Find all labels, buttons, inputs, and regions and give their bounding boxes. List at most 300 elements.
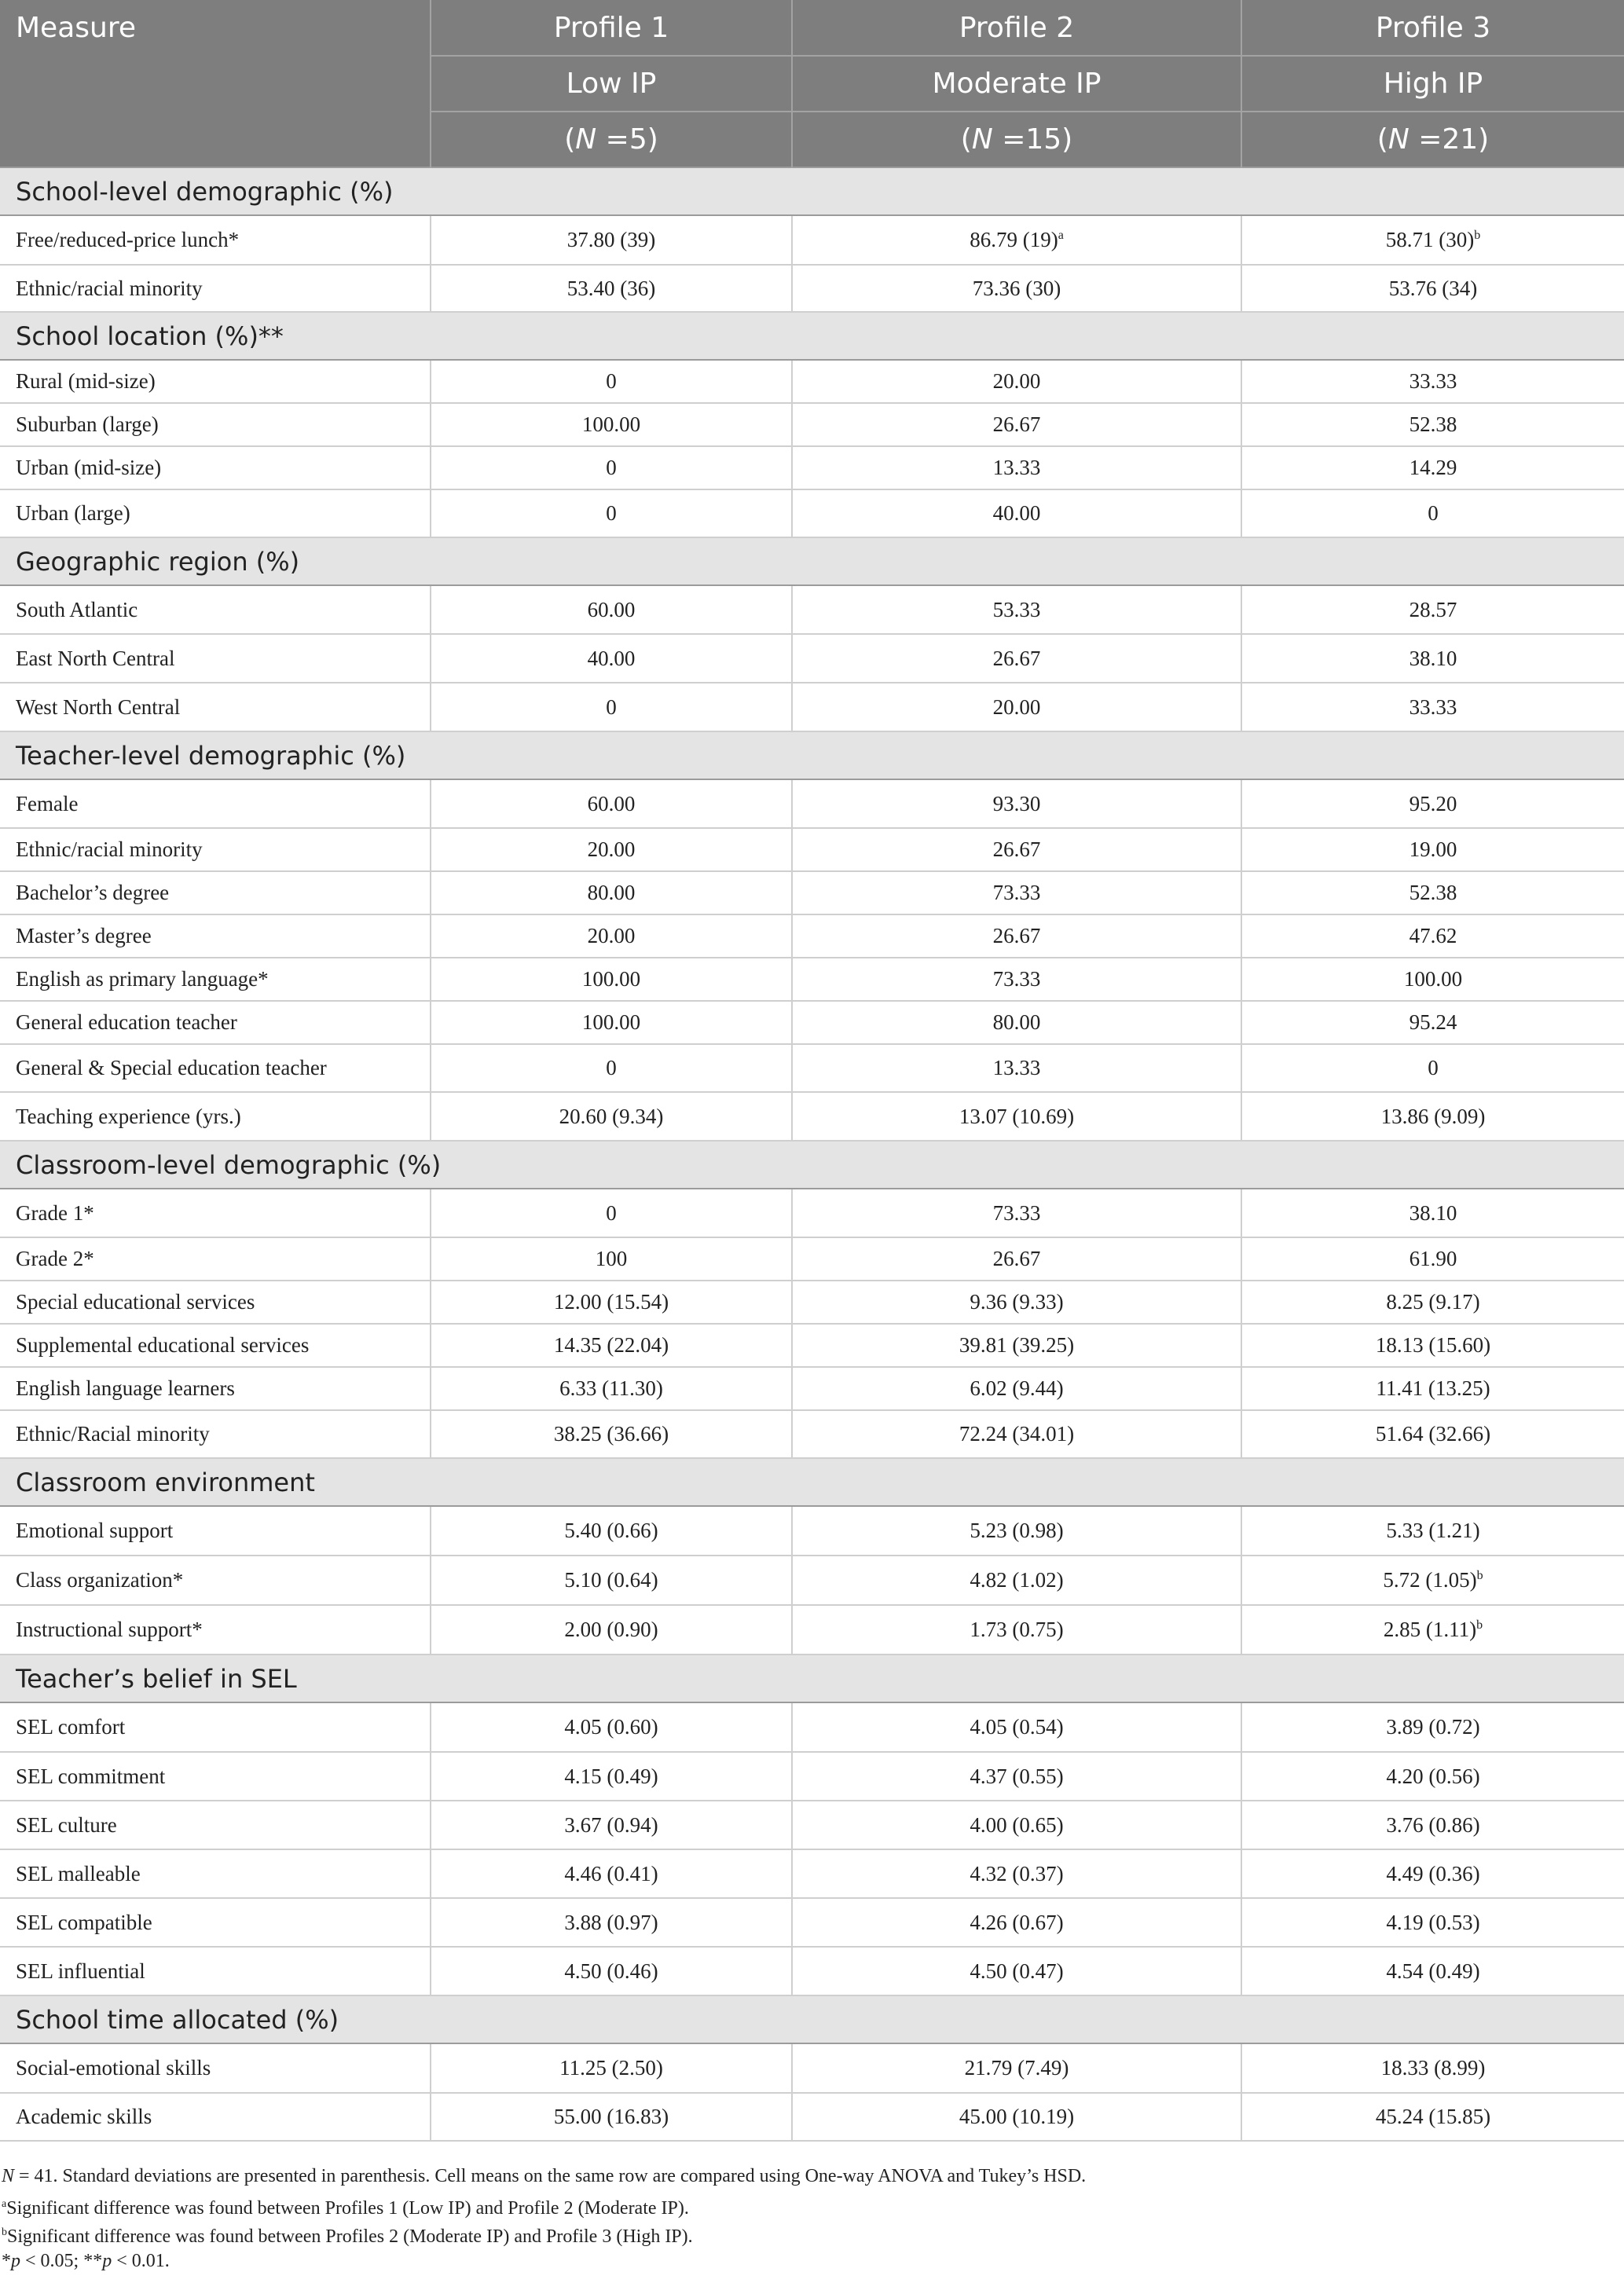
profile-2-value <box>792 1324 1241 1367</box>
cell-value: 40.00 <box>992 501 1041 525</box>
profile-3-value <box>1241 1801 1624 1849</box>
cell-value: 0 <box>606 369 617 393</box>
cell-value: 13.07 (10.69) <box>959 1104 1075 1128</box>
row-label: SEL malleable <box>0 1849 431 1898</box>
table-row <box>0 2093 1624 2141</box>
table-body <box>0 167 1624 2141</box>
section-header-row <box>0 167 1624 215</box>
section-title: Geographic region (%) <box>0 537 1624 585</box>
cell-value: 5.72 (1.05) <box>1383 1568 1477 1592</box>
profile-1-n: (N =5) <box>431 112 792 167</box>
cell-value: 3.67 (0.94) <box>564 1812 658 1837</box>
cell-value: 26.67 <box>992 1247 1041 1270</box>
cell-value: 5.33 (1.21) <box>1386 1519 1480 1542</box>
profile-3-value <box>1241 1556 1624 1605</box>
profile-1-value <box>431 683 792 731</box>
header-row-profiles <box>0 0 1624 56</box>
cell-value: 2.00 (0.90) <box>564 1618 658 1641</box>
profile-3-n: (N =21) <box>1241 112 1624 167</box>
section-header-row <box>0 312 1624 360</box>
cell-value: 51.64 (32.66) <box>1375 1422 1491 1446</box>
profile-2-value <box>792 403 1241 446</box>
profile-3-value <box>1241 1849 1624 1898</box>
cell-value: 3.89 (0.72) <box>1386 1715 1480 1739</box>
cell-value: 4.19 (0.53) <box>1386 1910 1480 1934</box>
table-row <box>0 585 1624 634</box>
cell-value: 33.33 <box>1409 694 1457 719</box>
cell-value: 11.25 (2.50) <box>559 2056 663 2080</box>
table-row <box>0 1324 1624 1367</box>
cell-value: 14.35 (22.04) <box>553 1333 669 1357</box>
section-header-row <box>0 1458 1624 1506</box>
profile-3-value <box>1241 779 1624 828</box>
row-label: Urban (mid-size) <box>0 446 431 489</box>
profile-2-value <box>792 1367 1241 1410</box>
profile-3-value <box>1241 360 1624 403</box>
profile-2-level: Moderate IP <box>792 56 1241 112</box>
cell-value: 21.79 (7.49) <box>964 2056 1069 2080</box>
profile-1-value <box>431 1237 792 1281</box>
profile-1-value <box>431 403 792 446</box>
profile-1-value <box>431 958 792 1001</box>
section-title: Teacher’s belief in SEL <box>0 1655 1624 1702</box>
cell-value: 4.00 (0.65) <box>970 1812 1064 1837</box>
cell-value: 14.29 <box>1409 456 1457 479</box>
profile-1-value <box>431 360 792 403</box>
row-label: Academic skills <box>0 2093 431 2141</box>
footnote-p: *p < 0.05; **p < 0.01. <box>2 2251 170 2271</box>
cell-value: 73.36 (30) <box>972 276 1061 300</box>
profile-1-value <box>431 1092 792 1141</box>
cell-value: 100.00 <box>581 967 641 991</box>
cell-value: 6.02 (9.44) <box>970 1376 1064 1400</box>
cell-value: 4.32 (0.37) <box>970 1861 1064 1885</box>
profile-2-value <box>792 683 1241 731</box>
table-row <box>0 1702 1624 1752</box>
cell-value: 19.00 <box>1409 837 1457 861</box>
profile-3-value <box>1241 958 1624 1001</box>
profile-2-value <box>792 1702 1241 1752</box>
cell-value: 100.00 <box>581 1010 641 1034</box>
cell-value: 55.00 (16.83) <box>553 2105 669 2128</box>
table-row <box>0 2043 1624 2093</box>
cell-value: 0 <box>606 1056 617 1079</box>
cell-value: 38.25 (36.66) <box>553 1422 669 1446</box>
profile-2-value <box>792 1801 1241 1849</box>
profile-3-value <box>1241 1898 1624 1947</box>
profile-2-value <box>792 958 1241 1001</box>
row-label: Ethnic/racial minority <box>0 265 431 312</box>
profile-2-value <box>792 779 1241 828</box>
row-label: Special educational services <box>0 1281 431 1324</box>
profile-3-value <box>1241 2093 1624 2141</box>
cell-value: 4.05 (0.54) <box>970 1715 1064 1739</box>
table-row <box>0 914 1624 958</box>
cell-value: 86.79 (19) <box>970 228 1058 251</box>
table-row <box>0 1947 1624 1995</box>
profile-1-value <box>431 779 792 828</box>
profile-3-value <box>1241 1506 1624 1556</box>
row-label: Rural (mid-size) <box>0 360 431 403</box>
profile-2-value <box>792 1092 1241 1141</box>
row-label: SEL influential <box>0 1947 431 1995</box>
cell-value: 39.81 (39.25) <box>959 1333 1075 1357</box>
table-row <box>0 1281 1624 1324</box>
profile-1-value <box>431 2043 792 2093</box>
profile-2-value <box>792 914 1241 958</box>
profile-3-value <box>1241 1702 1624 1752</box>
profile-1-value <box>431 1702 792 1752</box>
cell-value: 20.00 <box>587 924 636 947</box>
profile-1-value <box>431 265 792 312</box>
profile-1-value <box>431 585 792 634</box>
profile-3-value <box>1241 683 1624 731</box>
table-row <box>0 1752 1624 1801</box>
cell-value: 18.33 (8.99) <box>1380 2056 1486 2080</box>
table-row <box>0 1801 1624 1849</box>
profile-1-value <box>431 1410 792 1458</box>
cell-value: 5.23 (0.98) <box>970 1519 1064 1542</box>
profile-1-value <box>431 1556 792 1605</box>
significance-marker: b <box>1474 229 1481 242</box>
profile-3-value <box>1241 1189 1624 1237</box>
row-label: Grade 1* <box>0 1189 431 1237</box>
row-label: Master’s degree <box>0 914 431 958</box>
cell-value: 53.40 (36) <box>566 276 656 300</box>
cell-value: 11.41 (13.25) <box>1376 1376 1490 1400</box>
table-footnotes <box>0 2162 1624 2275</box>
significance-marker: b <box>1476 1618 1483 1632</box>
footnote-a: $^a$Significant difference was found between Profiles 1 (Low IP) and Profile 2 (Moderate IP). <box>2 2198 689 2219</box>
profile-2-value <box>792 1044 1241 1092</box>
row-label: SEL commitment <box>0 1752 431 1801</box>
section-title: Classroom environment <box>0 1458 1624 1506</box>
section-header-row <box>0 1655 1624 1702</box>
profile-1-value <box>431 446 792 489</box>
profile-2-value <box>792 1281 1241 1324</box>
profile-3-value <box>1241 828 1624 871</box>
cell-value: 80.00 <box>992 1010 1041 1034</box>
row-label: Social-emotional skills <box>0 2043 431 2093</box>
measure-header: Measure <box>0 0 431 167</box>
cell-value: 9.36 (9.33) <box>970 1290 1064 1314</box>
profile-1-value <box>431 215 792 265</box>
profile-3-value <box>1241 871 1624 914</box>
significance-marker: a <box>1058 229 1064 242</box>
cell-value: 60.00 <box>587 597 636 621</box>
cell-value: 4.50 (0.46) <box>564 1959 658 1983</box>
cell-value: 20.00 <box>587 837 636 861</box>
profile-3-header: Profile 3 <box>1241 0 1624 56</box>
profile-2-value <box>792 585 1241 634</box>
cell-value: 18.13 (15.60) <box>1375 1333 1491 1357</box>
profile-1-value <box>431 1801 792 1849</box>
profile-3-value <box>1241 634 1624 683</box>
section-title: School-level demographic (%) <box>0 167 1624 215</box>
profile-3-value <box>1241 265 1624 312</box>
cell-value: 26.67 <box>992 837 1041 861</box>
profile-2-value <box>792 1849 1241 1898</box>
profile-1-level: Low IP <box>431 56 792 112</box>
profile-2-value <box>792 2093 1241 2141</box>
table-row <box>0 1556 1624 1605</box>
table-row <box>0 871 1624 914</box>
table-row <box>0 403 1624 446</box>
cell-value: 53.33 <box>992 597 1041 621</box>
cell-value: 2.85 (1.11) <box>1383 1618 1477 1641</box>
table-row <box>0 1237 1624 1281</box>
row-label: SEL comfort <box>0 1702 431 1752</box>
cell-value: 53.76 (34) <box>1388 276 1478 300</box>
cell-value: 20.00 <box>992 694 1041 719</box>
profile-1-value <box>431 1605 792 1655</box>
table-row <box>0 489 1624 537</box>
table-row <box>0 634 1624 683</box>
cell-value: 4.50 (0.47) <box>970 1959 1064 1983</box>
profile-2-value <box>792 1947 1241 1995</box>
significance-marker: b <box>1476 1569 1483 1582</box>
cell-value: 37.80 (39) <box>566 228 656 251</box>
profile-2-value <box>792 1001 1241 1044</box>
table-row <box>0 215 1624 265</box>
profile-1-value <box>431 1898 792 1947</box>
cell-value: 61.90 <box>1409 1247 1457 1270</box>
cell-value: 26.67 <box>992 646 1041 670</box>
row-label: Free/reduced-price lunch* <box>0 215 431 265</box>
cell-value: 95.20 <box>1409 791 1457 815</box>
cell-value: 13.33 <box>992 1056 1041 1079</box>
table-row <box>0 683 1624 731</box>
profile-1-value <box>431 914 792 958</box>
cell-value: 73.33 <box>992 1200 1041 1225</box>
profile-3-value <box>1241 914 1624 958</box>
row-label: Supplemental educational services <box>0 1324 431 1367</box>
profile-2-value <box>792 1898 1241 1947</box>
section-title: School location (%)** <box>0 312 1624 360</box>
profile-1-value <box>431 871 792 914</box>
profile-1-value <box>431 1324 792 1367</box>
profile-3-value <box>1241 1324 1624 1367</box>
row-label: English as primary language* <box>0 958 431 1001</box>
profile-2-value <box>792 1410 1241 1458</box>
cell-value: 3.88 (0.97) <box>564 1910 658 1934</box>
row-label: Ethnic/racial minority <box>0 828 431 871</box>
profile-3-value <box>1241 403 1624 446</box>
profile-3-value <box>1241 2043 1624 2093</box>
cell-value: 73.33 <box>992 881 1041 904</box>
profile-2-header: Profile 2 <box>792 0 1241 56</box>
cell-value: 38.10 <box>1409 646 1457 670</box>
row-label: Urban (large) <box>0 489 431 537</box>
cell-value: 100.00 <box>581 412 641 436</box>
profile-3-value <box>1241 489 1624 537</box>
profile-1-value <box>431 1001 792 1044</box>
cell-value: 20.00 <box>992 369 1041 393</box>
cell-value: 0 <box>606 694 617 719</box>
profile-2-value <box>792 489 1241 537</box>
cell-value: 4.54 (0.49) <box>1386 1959 1480 1983</box>
row-label: English language learners <box>0 1367 431 1410</box>
profile-2-value <box>792 1189 1241 1237</box>
cell-value: 1.73 (0.75) <box>970 1618 1064 1641</box>
cell-value: 0 <box>606 501 617 525</box>
profile-1-value <box>431 1189 792 1237</box>
cell-value: 4.82 (1.02) <box>970 1568 1064 1592</box>
profile-3-value <box>1241 1281 1624 1324</box>
profile-2-value <box>792 1605 1241 1655</box>
profile-2-value <box>792 871 1241 914</box>
profile-3-value <box>1241 1410 1624 1458</box>
table-row <box>0 1605 1624 1655</box>
profile-3-value <box>1241 1001 1624 1044</box>
cell-value: 4.49 (0.36) <box>1386 1861 1480 1885</box>
cell-value: 4.46 (0.41) <box>564 1861 658 1885</box>
cell-value: 95.24 <box>1409 1010 1457 1034</box>
profile-3-level: High IP <box>1241 56 1624 112</box>
cell-value: 52.38 <box>1409 881 1457 904</box>
cell-value: 40.00 <box>587 646 636 670</box>
section-title: School time allocated (%) <box>0 1995 1624 2043</box>
cell-value: 58.71 (30) <box>1385 228 1475 251</box>
table-row <box>0 1001 1624 1044</box>
cell-value: 72.24 (34.01) <box>959 1422 1075 1446</box>
cell-value: 13.33 <box>992 456 1041 479</box>
row-label: Teaching experience (yrs.) <box>0 1092 431 1141</box>
table-row <box>0 958 1624 1001</box>
cell-value: 100 <box>595 1247 628 1270</box>
section-header-row <box>0 731 1624 779</box>
cell-value: 47.62 <box>1409 924 1457 947</box>
profile-3-value <box>1241 1237 1624 1281</box>
profile-2-value <box>792 215 1241 265</box>
profile-1-value <box>431 1506 792 1556</box>
profile-1-value <box>431 1044 792 1092</box>
profile-1-value <box>431 2093 792 2141</box>
row-label: West North Central <box>0 683 431 731</box>
profile-1-value <box>431 828 792 871</box>
profile-3-value <box>1241 1605 1624 1655</box>
table-row <box>0 1092 1624 1141</box>
cell-value: 60.00 <box>587 791 636 815</box>
table-row <box>0 265 1624 312</box>
table-row <box>0 779 1624 828</box>
row-label: Suburban (large) <box>0 403 431 446</box>
cell-value: 12.00 (15.54) <box>553 1290 669 1314</box>
table-row <box>0 446 1624 489</box>
cell-value: 13.86 (9.09) <box>1380 1104 1486 1128</box>
cell-value: 0 <box>606 1200 617 1225</box>
profile-1-value <box>431 634 792 683</box>
section-title: Teacher-level demographic (%) <box>0 731 1624 779</box>
row-label: South Atlantic <box>0 585 431 634</box>
cell-value: 52.38 <box>1409 412 1457 436</box>
row-label: Ethnic/Racial minority <box>0 1410 431 1458</box>
cell-value: 6.33 (11.30) <box>559 1376 663 1400</box>
profile-1-value <box>431 1947 792 1995</box>
cell-value: 5.10 (0.64) <box>564 1568 658 1592</box>
cell-value: 0 <box>1428 1056 1439 1079</box>
profile-3-value <box>1241 215 1624 265</box>
row-label: SEL culture <box>0 1801 431 1849</box>
table-row <box>0 1044 1624 1092</box>
table-row <box>0 1849 1624 1898</box>
row-label: Bachelor’s degree <box>0 871 431 914</box>
profile-2-value <box>792 828 1241 871</box>
table-row <box>0 1367 1624 1410</box>
profile-3-value <box>1241 585 1624 634</box>
row-label: Class organization* <box>0 1556 431 1605</box>
profile-1-header: Profile 1 <box>431 0 792 56</box>
profile-2-value <box>792 1752 1241 1801</box>
row-label: General & Special education teacher <box>0 1044 431 1092</box>
profile-1-value <box>431 1849 792 1898</box>
cell-value: 0 <box>1428 501 1439 525</box>
profile-1-value <box>431 1752 792 1801</box>
profile-3-value <box>1241 1752 1624 1801</box>
profile-3-value <box>1241 1092 1624 1141</box>
footnote-n: N = 41. Standard deviations are presented in parenthesis. Cell means on the same row are compared using One-way ANOVA and Tukey’s HSD. <box>2 2166 1087 2186</box>
table-row <box>0 1506 1624 1556</box>
cell-value: 5.40 (0.66) <box>564 1519 658 1542</box>
section-header-row <box>0 537 1624 585</box>
cell-value: 45.24 (15.85) <box>1375 2105 1491 2128</box>
profile-1-value <box>431 1281 792 1324</box>
section-header-row <box>0 1995 1624 2043</box>
cell-value: 73.33 <box>992 967 1041 991</box>
row-label: Female <box>0 779 431 828</box>
cell-value: 4.15 (0.49) <box>564 1764 658 1788</box>
table-row <box>0 360 1624 403</box>
section-title: Classroom-level demographic (%) <box>0 1141 1624 1189</box>
profile-2-value <box>792 2043 1241 2093</box>
table-row <box>0 1410 1624 1458</box>
cell-value: 28.57 <box>1409 597 1457 621</box>
cell-value: 93.30 <box>992 791 1041 815</box>
row-label: East North Central <box>0 634 431 683</box>
cell-value: 33.33 <box>1409 369 1457 393</box>
profile-2-value <box>792 446 1241 489</box>
cell-value: 8.25 (9.17) <box>1386 1290 1480 1314</box>
cell-value: 100.00 <box>1403 967 1463 991</box>
row-label: Instructional support* <box>0 1605 431 1655</box>
cell-value: 38.10 <box>1409 1200 1457 1225</box>
cell-value: 20.60 (9.34) <box>559 1104 664 1128</box>
cell-value: 4.37 (0.55) <box>970 1764 1064 1788</box>
profile-2-value <box>792 265 1241 312</box>
profile-2-value <box>792 1506 1241 1556</box>
cell-value: 3.76 (0.86) <box>1386 1812 1480 1837</box>
profile-2-value <box>792 1237 1241 1281</box>
cell-value: 26.67 <box>992 412 1041 436</box>
row-label: Grade 2* <box>0 1237 431 1281</box>
profile-2-value <box>792 1556 1241 1605</box>
table-row <box>0 1189 1624 1237</box>
section-header-row <box>0 1141 1624 1189</box>
cell-value: 45.00 (10.19) <box>959 2105 1075 2128</box>
cell-value: 4.26 (0.67) <box>970 1910 1064 1934</box>
cell-value: 0 <box>606 456 617 479</box>
table-row <box>0 828 1624 871</box>
row-label: SEL compatible <box>0 1898 431 1947</box>
cell-value: 80.00 <box>587 881 636 904</box>
profile-2-value <box>792 360 1241 403</box>
profile-3-value <box>1241 1367 1624 1410</box>
profile-3-value <box>1241 1044 1624 1092</box>
table-row <box>0 1898 1624 1947</box>
cell-value: 4.20 (0.56) <box>1386 1764 1480 1788</box>
profile-1-value <box>431 1367 792 1410</box>
row-label: General education teacher <box>0 1001 431 1044</box>
